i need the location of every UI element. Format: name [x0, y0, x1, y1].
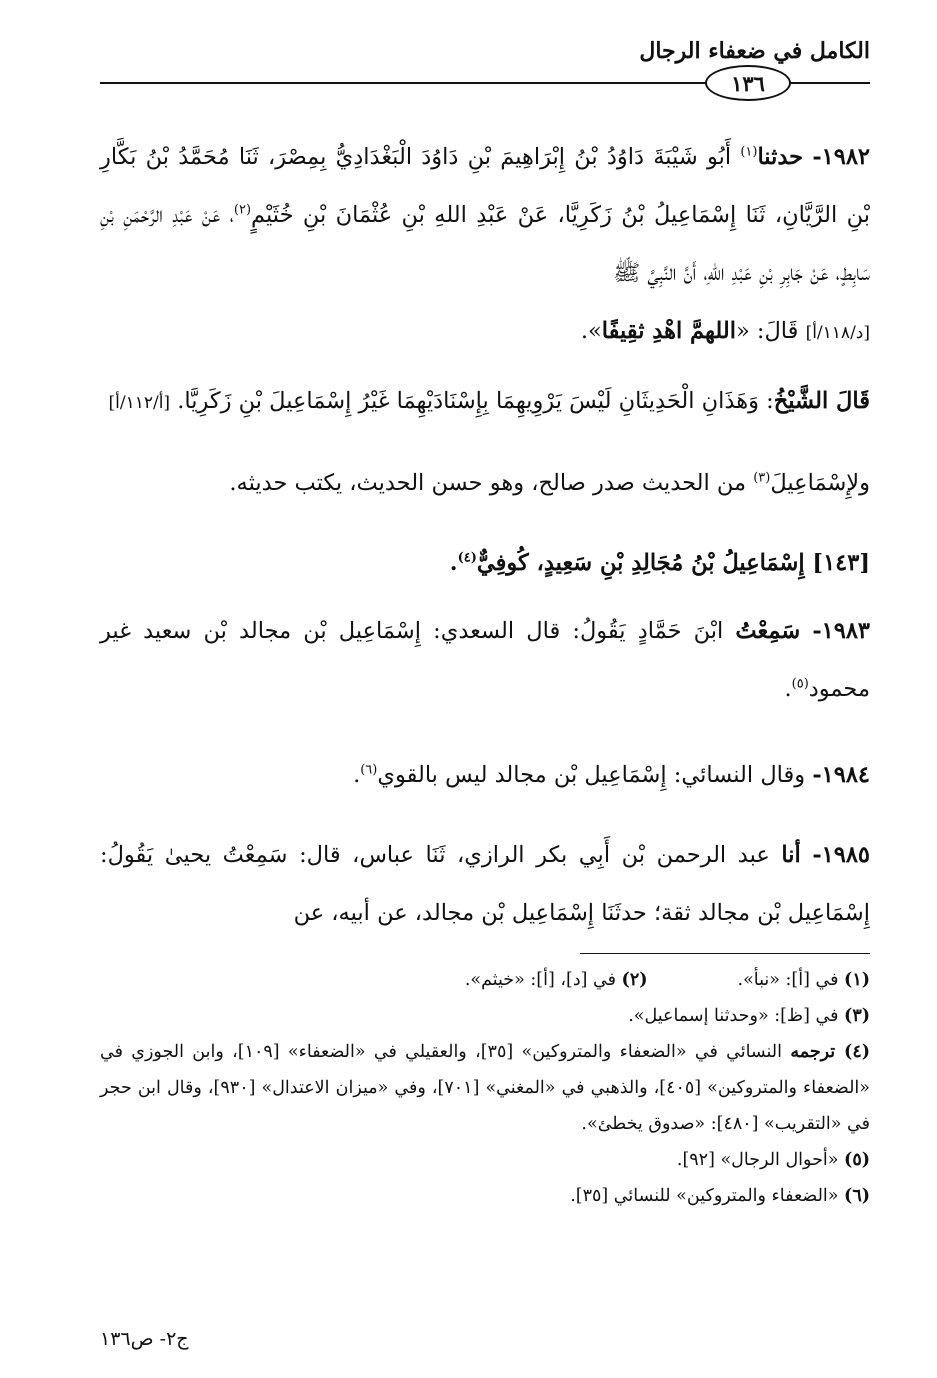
grading-note — [100, 454, 870, 512]
matn-text: ». — [580, 318, 602, 344]
footnote-1: (١) في [أ]: «نبأ». — [737, 970, 870, 990]
footnote-marker: (٣) — [753, 470, 771, 486]
manuscript-ref: [د/١١٨/أ] — [805, 323, 870, 343]
narration-lead: أنا — [781, 842, 801, 868]
footnote-5: (٥) «أحوال الرجال» [٩٢]. — [676, 1150, 870, 1170]
hadith-number: ١٩٨٤- — [812, 762, 870, 788]
author-comment-lead: قَالَ الشَّيْخُ — [773, 388, 870, 414]
page-header — [100, 38, 870, 98]
hadith-1984: ١٩٨٤- وقال النسائي: إِسْمَاعِيل بْن مجالد ليس بالقوي$^{(٦)}$. — [353, 762, 870, 788]
hadith-1985 — [100, 826, 870, 942]
hadith-1982 — [100, 128, 870, 362]
isnad-text: أَبُو شَيْبَةَ دَاوُدُ بْنُ إِبْرَاهِيمَ بْنِ دَاوُدَ الْبَغْدَادِيُّ بِمِصْرَ، ثَنَا مُحَمَّدُ بْنُ بَكَّارِ بْنِ الرَّيَّانِ، ثَنَا إِسْمَاعِيلُ بْنُ زَكَرِيَّا، عَنْ عَبْدِ اللهِ بْنِ عُثْمَانَ بْنِ خُثَيْمٍ — [100, 144, 870, 228]
footnote-separator — [580, 953, 870, 954]
grading-text: ولإِسْمَاعِيلَ — [770, 470, 870, 496]
biography-heading: [١٤٣] إِسْمَاعِيلُ بْنُ مُجَالِدِ بْنِ سَعِيدٍ، كُوفِيٌّ$^{(٤)}$. — [449, 550, 870, 576]
report-text: ابْنَ حَمَّادٍ يَقُولُ: قال السعدي: إِسْمَاعِيل بْن مجالد بْن سعيد غير محمود — [100, 618, 870, 702]
footnotes — [100, 962, 870, 1214]
book-title: الكامل في ضعفاء الرجال — [639, 38, 870, 64]
narration-lead: سَمِعْتُ — [735, 618, 801, 644]
hadith-number: ١٩٨٣- — [812, 618, 870, 644]
footnote-marker: (٢) — [233, 202, 252, 218]
footnote-marker: (١) — [740, 144, 758, 160]
footnote-6: (٦) «الضعفاء والمتروكين» للنسائي [٣٥]. — [570, 1186, 870, 1206]
hadith-number: ١٩٨٥- — [812, 842, 870, 868]
report-text: عبد الرحمن بْن أَبِي بكر الرازي، ثَنَا عباس، قال: سَمِعْتُ يحيىٰ يَقُولُ: إِسْمَاعِيل بْن مجالد ثقة؛ حدثَنَا إِسْمَاعِيل بْن مجالد، عن أبيه، عن — [100, 842, 870, 926]
manuscript-ref: [أ/١١٢/أ] — [108, 393, 171, 413]
hadith-number: ١٩٨٢- — [812, 144, 870, 170]
matn-text: قَالَ: « — [735, 318, 806, 344]
page-number: ١٣٦ — [705, 65, 791, 101]
author-comment-text: : وَهَذَانِ الْحَدِيثَانِ لَيْسَ يَرْوِيهِمَا بِإِسْنَادَيْهِمَا غَيْرُ إِسْمَاعِيلَ بْنِ زَكَرِيَّا. — [170, 388, 774, 414]
author-comment — [100, 372, 870, 432]
matn-quote: اللهمَّ اهْدِ ثقِيفًا — [601, 318, 736, 344]
biography-title: [١٤٣] إِسْمَاعِيلُ بْنُ مُجَالِدِ بْنِ سَعِيدٍ، كُوفِيٌّ — [476, 550, 870, 576]
footnote-3: (٣) في [ظ]: «وحدثنا إسماعيل». — [628, 1006, 870, 1026]
volume-page-ref: ج٢- ص١٣٦ — [100, 1328, 189, 1350]
main-text — [100, 128, 870, 942]
footnote-marker: (٦) — [360, 762, 378, 778]
isnad-text: ، عَنْ عَبْدِ الرَّحْمَنِ بْنِ سَابِطٍ، عَنْ جَابِرِ بْنِ عَبْدِ اللهِ، أَنَّ النَّبِيَّ ﷺ — [100, 202, 870, 286]
grading-text: من الحديث صدر صالح، وهو حسن الحديث، يكتب حديثه. — [229, 470, 754, 496]
footnote-marker: (٤) — [457, 550, 477, 566]
report-text: وقال النسائي: إِسْمَاعِيل بْن مجالد ليس بالقوي — [377, 762, 813, 788]
footnote-2: (٢) في [د]، [أ]: «خيثم». — [464, 970, 648, 990]
hadith-1983: ١٩٨٣- سَمِعْتُ ابْنَ حَمَّادٍ يَقُولُ: قال السعدي: إِسْمَاعِيل بْن مجالد بْن سعيد غير محمود$^{(٥)}$. — [100, 618, 870, 702]
footnote-4: (٤) ترجمه النسائي في «الضعفاء والمتروكين» [٣٥]، والعقيلي في «الضعفاء» [١٠٩]، وابن الجوزي في «الضعفاء والمتروكين» [٤٠٥]، والذهبي في «المغني» [٧٠١]، وفي «ميزان الاعتدال» [٩٣٠]، وقال ابن حجر في «التقريب» [٤٨٠]: «صدوق يخطئ». — [100, 1042, 870, 1134]
footnote-marker: (٥) — [791, 676, 809, 692]
narration-lead: حدثنا — [757, 144, 804, 170]
